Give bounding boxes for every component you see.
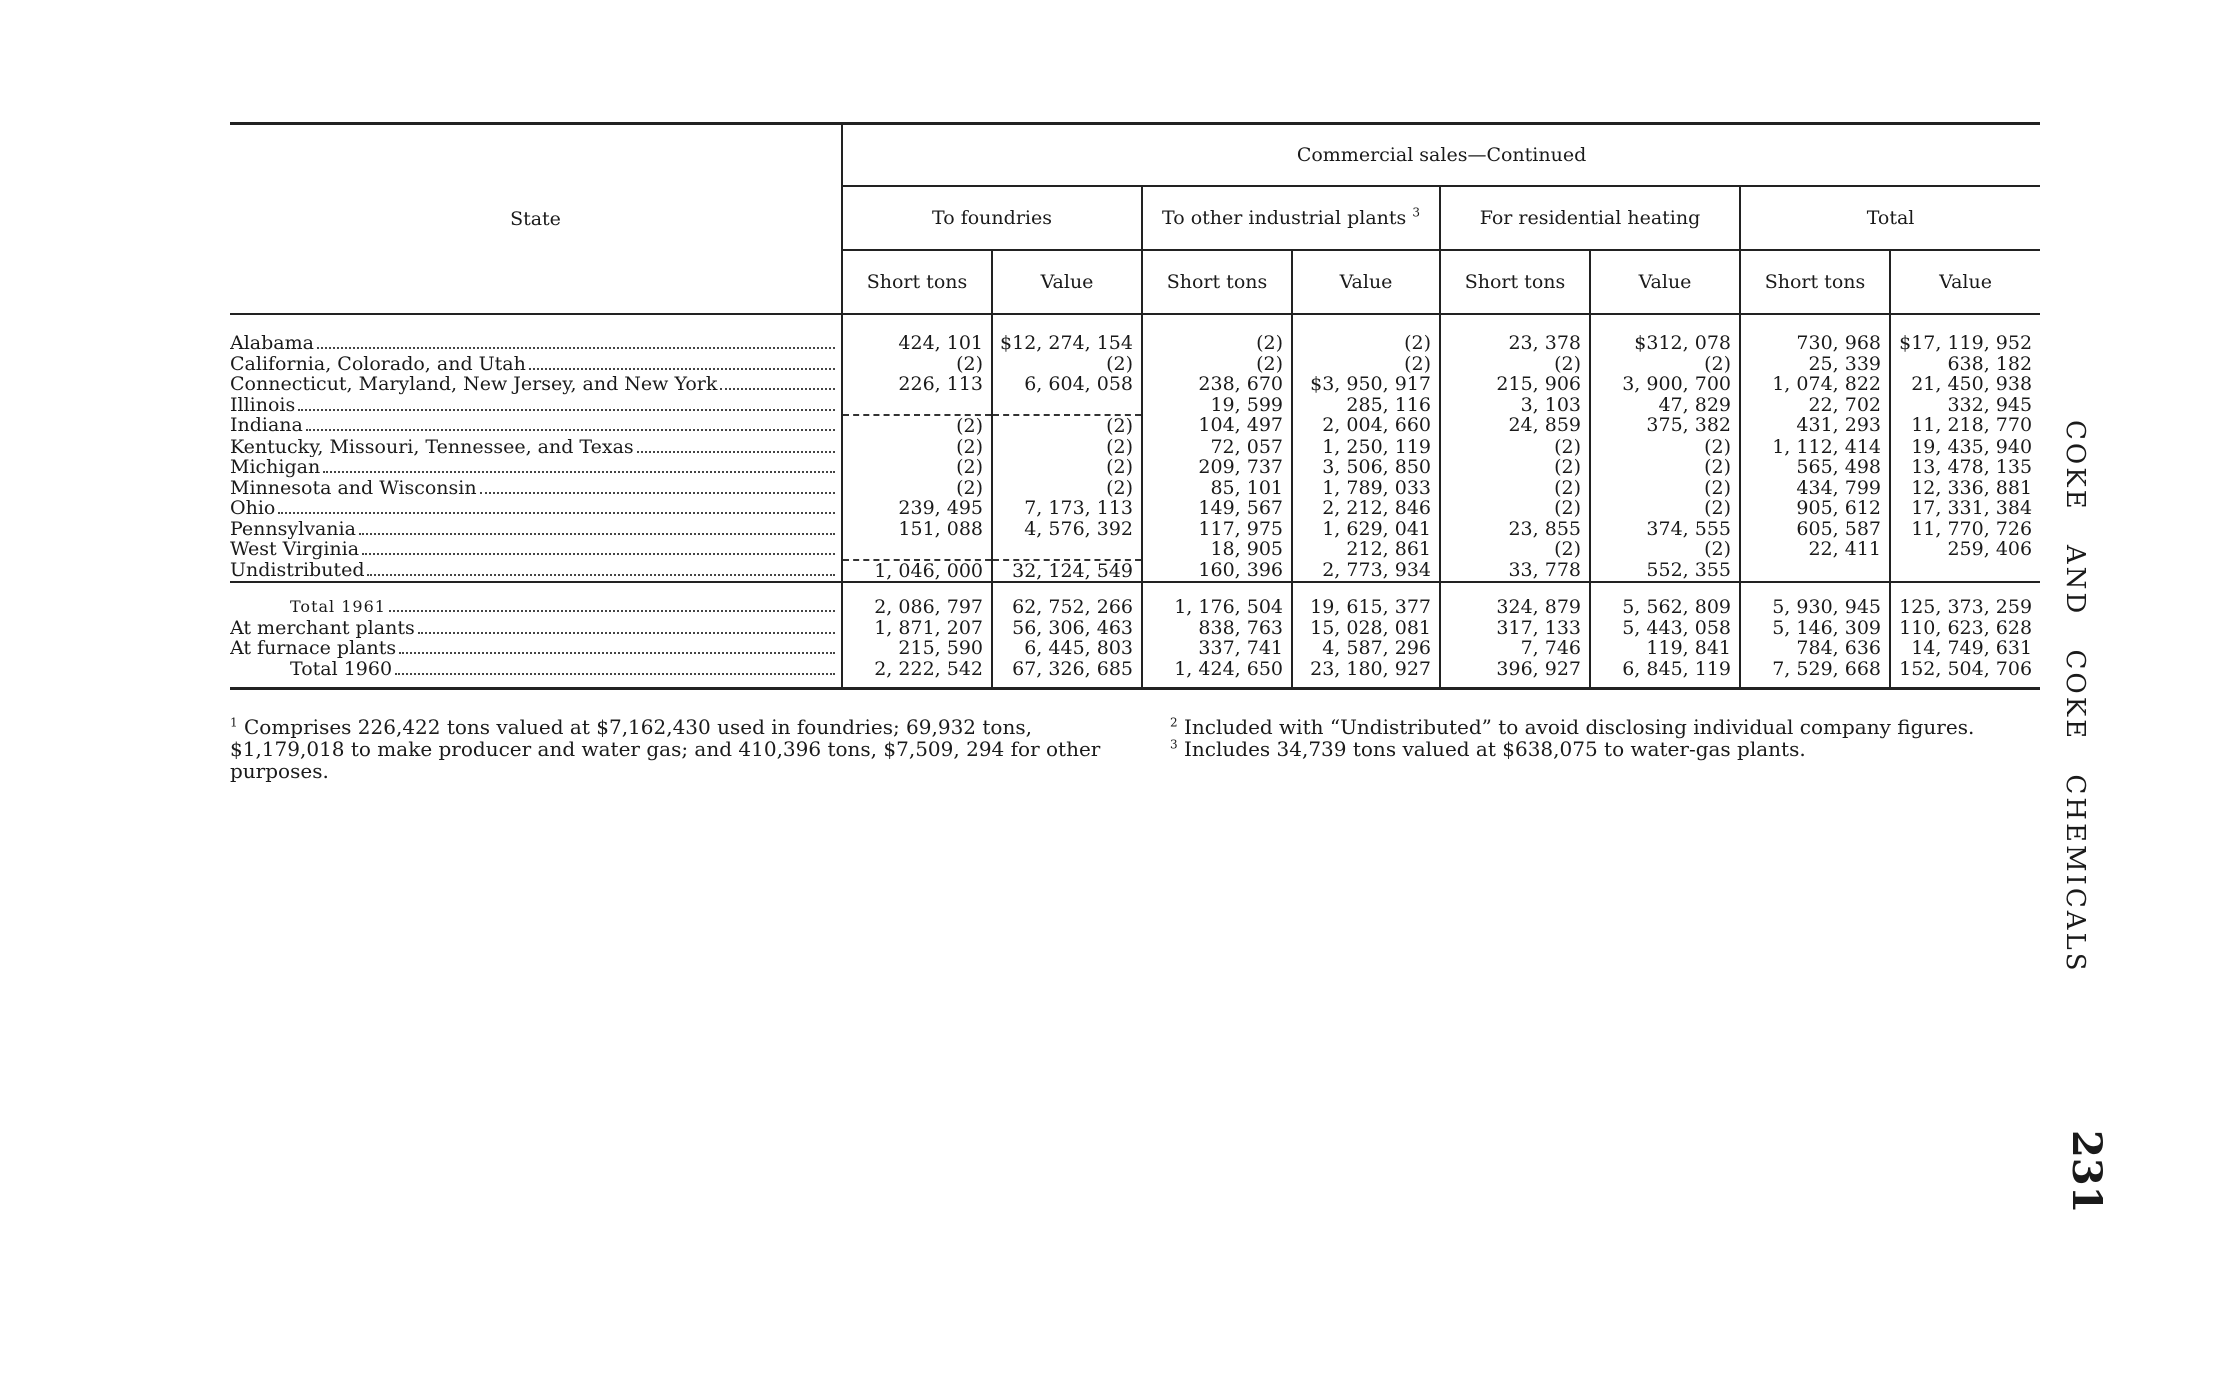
state-label: Pennsylvania — [230, 518, 356, 539]
value-cell: (2) — [992, 437, 1142, 458]
table-row — [230, 597, 2040, 618]
value-cell: 11, 770, 726 — [1890, 519, 2040, 540]
value-cell: 17, 331, 384 — [1890, 498, 2040, 519]
state-label: Michigan — [230, 457, 321, 478]
state-label: Alabama — [230, 333, 314, 354]
value-cell: 1, 112, 414 — [1740, 437, 1890, 458]
table-row — [230, 437, 2040, 458]
value-cell: $312, 078 — [1590, 333, 1740, 354]
value-cell: 19, 599 — [1142, 395, 1292, 416]
table-row — [230, 560, 2040, 583]
state-cell — [230, 354, 842, 375]
table-row — [230, 354, 2040, 375]
value-cell: (2) — [1440, 539, 1590, 560]
table-row — [230, 333, 2040, 354]
state-cell — [230, 415, 842, 437]
state-cell — [230, 519, 842, 540]
value-cell: 23, 855 — [1440, 519, 1590, 540]
value-cell: (2) — [1440, 478, 1590, 499]
value-cell: 1, 871, 207 — [842, 618, 992, 639]
footnotes-2-3 — [1170, 716, 2040, 782]
value-cell: 62, 752, 266 — [992, 597, 1142, 618]
value-cell: 552, 355 — [1590, 560, 1740, 583]
value-cell: 125, 373, 259 — [1890, 597, 2040, 618]
value-cell: 434, 799 — [1740, 478, 1890, 499]
state-label: At furnace plants — [230, 638, 397, 659]
value-cell: 19, 435, 940 — [1890, 437, 2040, 458]
value-cell: 1, 424, 650 — [1142, 659, 1292, 680]
state-cell — [230, 333, 842, 354]
value-cell: (2) — [842, 437, 992, 458]
value-cell: 838, 763 — [1142, 618, 1292, 639]
value-cell: 56, 306, 463 — [992, 618, 1142, 639]
value-cell: 110, 623, 628 — [1890, 618, 2040, 639]
value-cell: (2) — [842, 415, 992, 437]
value-cell: 7, 746 — [1440, 638, 1590, 659]
state-label: Kentucky, Missouri, Tennessee, and Texas — [230, 436, 634, 457]
table-row — [230, 415, 2040, 437]
value-cell: 104, 497 — [1142, 415, 1292, 437]
value-cell: 337, 741 — [1142, 638, 1292, 659]
state-label: Minnesota and Wisconsin — [230, 477, 477, 498]
table-row — [230, 539, 2040, 560]
group-header-other-industrial: To other industrial plants $^3$ — [1142, 186, 1440, 250]
value-cell: 72, 057 — [1142, 437, 1292, 458]
value-cell: 605, 587 — [1740, 519, 1890, 540]
state-label: Total 1961 — [290, 597, 386, 616]
value-cell: (2) — [992, 478, 1142, 499]
value-cell: (2) — [1292, 333, 1440, 354]
state-label: Ohio — [230, 498, 276, 519]
value-cell: (2) — [992, 354, 1142, 375]
value-cell: 212, 861 — [1292, 539, 1440, 560]
group-header-total: Total — [1740, 186, 2040, 250]
value-cell: (2) — [1440, 437, 1590, 458]
table-bottom-rule — [230, 679, 2040, 689]
state-cell — [230, 539, 842, 560]
value-cell: (2) — [1590, 354, 1740, 375]
value-cell: 119, 841 — [1590, 638, 1740, 659]
value-cell — [992, 395, 1142, 416]
value-cell: 2, 004, 660 — [1292, 415, 1440, 437]
value-cell: (2) — [1590, 437, 1740, 458]
dot-leader — [323, 471, 835, 473]
footnote-mark: 1 — [230, 715, 238, 730]
value-cell: 2, 773, 934 — [1292, 560, 1440, 583]
footnote-3 — [1170, 738, 2040, 760]
dot-leader — [359, 533, 835, 535]
value-cell: 375, 382 — [1590, 415, 1740, 437]
value-header: Value — [1890, 250, 2040, 314]
value-cell: 4, 587, 296 — [1292, 638, 1440, 659]
state-label: California, Colorado, and Utah — [230, 353, 526, 374]
value-cell: 22, 702 — [1740, 395, 1890, 416]
value-cell: 21, 450, 938 — [1890, 374, 2040, 395]
dot-leader — [720, 388, 835, 390]
value-cell: (2) — [842, 354, 992, 375]
group-header-residential: For residential heating — [1440, 186, 1740, 250]
commercial-sales-table-container — [230, 122, 2040, 690]
value-cell: 32, 124, 549 — [992, 560, 1142, 583]
value-cell: 7, 173, 113 — [992, 498, 1142, 519]
footnote-2 — [1170, 716, 2040, 738]
value-cell: 3, 506, 850 — [1292, 457, 1440, 478]
dot-leader — [418, 632, 835, 634]
value-cell: 33, 778 — [1440, 560, 1590, 583]
state-label: Total 1960 — [290, 658, 393, 679]
value-cell: 239, 495 — [842, 498, 992, 519]
footnote-text: Comprises 226,422 tons valued at $7,162,430 used in foundries; 69,932 tons, $1,179,018 to make producer and water gas; and 410,396 tons, $7,509, 294 for other purposes. — [230, 715, 1101, 783]
page-number: 231 — [2063, 1130, 2110, 1214]
value-cell: 1, 176, 504 — [1142, 597, 1292, 618]
value-cell: 3, 900, 700 — [1590, 374, 1740, 395]
value-cell: 209, 737 — [1142, 457, 1292, 478]
value-cell: 317, 133 — [1440, 618, 1590, 639]
table-row — [230, 478, 2040, 499]
value-cell: 149, 567 — [1142, 498, 1292, 519]
value-cell: 374, 555 — [1590, 519, 1740, 540]
value-cell: 2, 222, 542 — [842, 659, 992, 680]
value-cell: 117, 975 — [1142, 519, 1292, 540]
dot-leader — [367, 574, 835, 576]
value-cell: (2) — [1590, 539, 1740, 560]
dot-leader — [278, 512, 835, 514]
value-cell: 424, 101 — [842, 333, 992, 354]
value-cell: (2) — [1590, 498, 1740, 519]
value-cell: 4, 576, 392 — [992, 519, 1142, 540]
value-cell: 1, 629, 041 — [1292, 519, 1440, 540]
table-body — [230, 314, 2040, 689]
value-header: Value — [1590, 250, 1740, 314]
value-cell: 5, 562, 809 — [1590, 597, 1740, 618]
running-head-title: COKE AND COKE CHEMICALS — [2060, 420, 2090, 974]
value-cell: 1, 250, 119 — [1292, 437, 1440, 458]
value-cell: 259, 406 — [1890, 539, 2040, 560]
footnotes — [230, 716, 2040, 782]
value-cell: 332, 945 — [1890, 395, 2040, 416]
state-label: Undistributed — [230, 559, 365, 581]
dot-leader — [637, 451, 835, 453]
dot-leader — [317, 347, 835, 349]
value-cell: 2, 212, 846 — [1292, 498, 1440, 519]
value-cell — [1740, 560, 1890, 583]
footnote-1 — [230, 716, 1110, 782]
value-cell: 5, 146, 309 — [1740, 618, 1890, 639]
dot-leader — [306, 429, 835, 431]
table-row — [230, 498, 2040, 519]
state-cell — [230, 478, 842, 499]
state-column-header: State — [230, 124, 842, 315]
dot-leader — [389, 610, 835, 612]
dot-leader — [362, 553, 835, 555]
value-cell: 565, 498 — [1740, 457, 1890, 478]
value-cell: 23, 180, 927 — [1292, 659, 1440, 680]
value-cell: 7, 529, 668 — [1740, 659, 1890, 680]
value-cell — [1890, 560, 2040, 583]
value-header: Value — [1292, 250, 1440, 314]
value-cell: 396, 927 — [1440, 659, 1590, 680]
value-cell: (2) — [1292, 354, 1440, 375]
value-cell: 2, 086, 797 — [842, 597, 992, 618]
table-row — [230, 519, 2040, 540]
value-cell — [992, 539, 1142, 560]
state-label: West Virginia — [230, 539, 360, 560]
value-cell: (2) — [992, 415, 1142, 437]
value-cell: 19, 615, 377 — [1292, 597, 1440, 618]
value-cell: $12, 274, 154 — [992, 333, 1142, 354]
value-cell: 730, 968 — [1740, 333, 1890, 354]
table-row — [230, 659, 2040, 680]
value-cell: (2) — [1590, 478, 1740, 499]
group-header-foundries: To foundries — [842, 186, 1142, 250]
value-cell: 215, 590 — [842, 638, 992, 659]
state-cell — [230, 457, 842, 478]
value-cell: 15, 028, 081 — [1292, 618, 1440, 639]
value-cell: 11, 218, 770 — [1890, 415, 2040, 437]
value-cell: 638, 182 — [1890, 354, 2040, 375]
value-cell: 1, 074, 822 — [1740, 374, 1890, 395]
value-cell: 238, 670 — [1142, 374, 1292, 395]
value-cell: 47, 829 — [1590, 395, 1740, 416]
table-row — [230, 374, 2040, 395]
state-cell — [230, 560, 842, 583]
footnote-text: Included with “Undistributed” to avoid disclosing individual company figures. — [1184, 715, 1975, 739]
state-cell — [230, 597, 842, 618]
value-cell: (2) — [1440, 498, 1590, 519]
row-gap — [230, 582, 2040, 597]
state-cell — [230, 638, 842, 659]
dot-leader — [395, 673, 835, 675]
short-tons-header: Short tons — [842, 250, 992, 314]
value-cell: 6, 604, 058 — [992, 374, 1142, 395]
value-cell: 784, 636 — [1740, 638, 1890, 659]
value-cell — [842, 395, 992, 416]
value-cell: (2) — [1440, 457, 1590, 478]
value-cell: 14, 749, 631 — [1890, 638, 2040, 659]
value-cell: (2) — [1440, 354, 1590, 375]
value-cell: 1, 789, 033 — [1292, 478, 1440, 499]
footnote-ref: 3 — [1412, 205, 1420, 220]
value-cell: 905, 612 — [1740, 498, 1890, 519]
footnote-text: Includes 34,739 tons valued at $638,075 to water-gas plants. — [1184, 737, 1806, 761]
footnote-mark: 3 — [1170, 737, 1178, 752]
value-cell: (2) — [842, 478, 992, 499]
value-cell: 3, 103 — [1440, 395, 1590, 416]
commercial-sales-header: Commercial sales—Continued — [842, 124, 2040, 187]
value-cell: 25, 339 — [1740, 354, 1890, 375]
value-cell — [842, 539, 992, 560]
value-cell: 215, 906 — [1440, 374, 1590, 395]
table-row — [230, 457, 2040, 478]
value-cell: (2) — [1142, 354, 1292, 375]
value-cell: 13, 478, 135 — [1890, 457, 2040, 478]
value-cell: 6, 845, 119 — [1590, 659, 1740, 680]
table-row — [230, 638, 2040, 659]
value-cell: 23, 378 — [1440, 333, 1590, 354]
value-cell: (2) — [992, 457, 1142, 478]
value-cell: 67, 326, 685 — [992, 659, 1142, 680]
short-tons-header: Short tons — [1440, 250, 1590, 314]
value-cell: 160, 396 — [1142, 560, 1292, 583]
table-row — [230, 618, 2040, 639]
commercial-sales-table — [230, 122, 2040, 690]
value-cell: 151, 088 — [842, 519, 992, 540]
value-cell: 5, 930, 945 — [1740, 597, 1890, 618]
value-cell: 226, 113 — [842, 374, 992, 395]
value-cell: (2) — [842, 457, 992, 478]
table-header — [230, 124, 2040, 315]
value-cell: 1, 046, 000 — [842, 560, 992, 583]
value-cell: 285, 116 — [1292, 395, 1440, 416]
state-cell — [230, 498, 842, 519]
value-cell: 6, 445, 803 — [992, 638, 1142, 659]
value-cell: 22, 411 — [1740, 539, 1890, 560]
state-label: Illinois — [230, 394, 296, 415]
value-cell: (2) — [1590, 457, 1740, 478]
dot-leader — [399, 652, 835, 654]
value-cell: 324, 879 — [1440, 597, 1590, 618]
value-cell: 12, 336, 881 — [1890, 478, 2040, 499]
table-row — [230, 395, 2040, 416]
value-cell: 24, 859 — [1440, 415, 1590, 437]
value-cell: 5, 443, 058 — [1590, 618, 1740, 639]
value-cell: 152, 504, 706 — [1890, 659, 2040, 680]
state-label: Connecticut, Maryland, New Jersey, and New York — [230, 374, 718, 395]
short-tons-header: Short tons — [1142, 250, 1292, 314]
state-cell — [230, 437, 842, 458]
running-head — [2040, 420, 2150, 974]
dot-leader — [529, 368, 835, 370]
state-label: At merchant plants — [230, 617, 415, 638]
value-cell: (2) — [1142, 333, 1292, 354]
value-cell: $17, 119, 952 — [1890, 333, 2040, 354]
value-header: Value — [992, 250, 1142, 314]
state-label: Indiana — [230, 415, 303, 436]
footnote-mark: 2 — [1170, 715, 1178, 730]
state-cell — [230, 618, 842, 639]
value-cell: 18, 905 — [1142, 539, 1292, 560]
dot-leader — [480, 492, 835, 494]
state-cell — [230, 659, 842, 680]
dot-leader — [298, 409, 835, 411]
short-tons-header: Short tons — [1740, 250, 1890, 314]
value-cell: $3, 950, 917 — [1292, 374, 1440, 395]
state-cell — [230, 395, 842, 416]
value-cell: 431, 293 — [1740, 415, 1890, 437]
value-cell: 85, 101 — [1142, 478, 1292, 499]
state-cell — [230, 374, 842, 395]
